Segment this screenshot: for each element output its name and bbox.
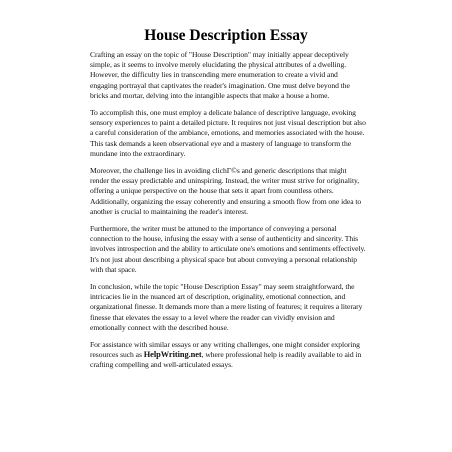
paragraph-4: Furthermore, the writer must be attuned to the importance of conveying a personal connection to the house, infusing the essay with a sense of authenticity and sincerity. This involves introspection and the ability to articulate one's emotions and sentiments effectively. It's not just about describing a physical space but about conveying a personal relationship with that space. — [90, 224, 366, 274]
paragraph-3: Moreover, the challenge lies in avoiding clichГ©s and generic descriptions that might render the essay predictable and uninspiring. Instead, the writer must strive for originality, offering a unique perspective on the house that sets it apart from countless others. Additionally, organizing the essay coherently and ensuring a smooth flow from one idea to another is crucial to maintaining the reader's interest. — [90, 166, 362, 216]
closing-text-before: For assistance with similar essays or any writing challenges, one might consider exploring resources such as — [90, 340, 360, 360]
closing-text-after: , where professional help is readily available to aid in crafting compelling and well-articulated essays. — [90, 350, 362, 370]
essay-body — [90, 50, 366, 378]
page-title: House Description Essay — [144, 27, 308, 44]
helpwriting-link: HelpWriting.net — [143, 350, 202, 360]
paragraph-5: In conclusion, while the topic "House Description Essay" may seem straightforward, the intricacies lie in the nuanced art of description, originality, emotional connection, and organizational finesse. It demands more than a mere listing of features; it requires a literary finesse that elevates the essay to a level where the reader can vividly envision and emotionally connect with the described house. — [90, 282, 363, 332]
closing-paragraph — [90, 340, 366, 371]
paragraph-2: To accomplish this, one must employ a delicate balance of descriptive language, evoking sensory experiences to paint a detailed picture. It requires not just visual description but also a careful consideration of the ambiance, emotions, and memories associated with the house. This task demands a keen observational eye and a mastery of language to transform the mundane into the extraordinary. — [90, 108, 366, 158]
paragraph-1: Crafting an essay on the topic of "House Description" may initially appear deceptively simple, as it seems to involve merely elucidating the physical attributes of a dwelling. However, the difficulty lies in transcending mere enumeration to create a vivid and engaging portrayal that captivates the reader's imagination. One must delve beyond the bricks and mortar, delving into the intangible aspects that make a house a home. — [90, 50, 350, 100]
